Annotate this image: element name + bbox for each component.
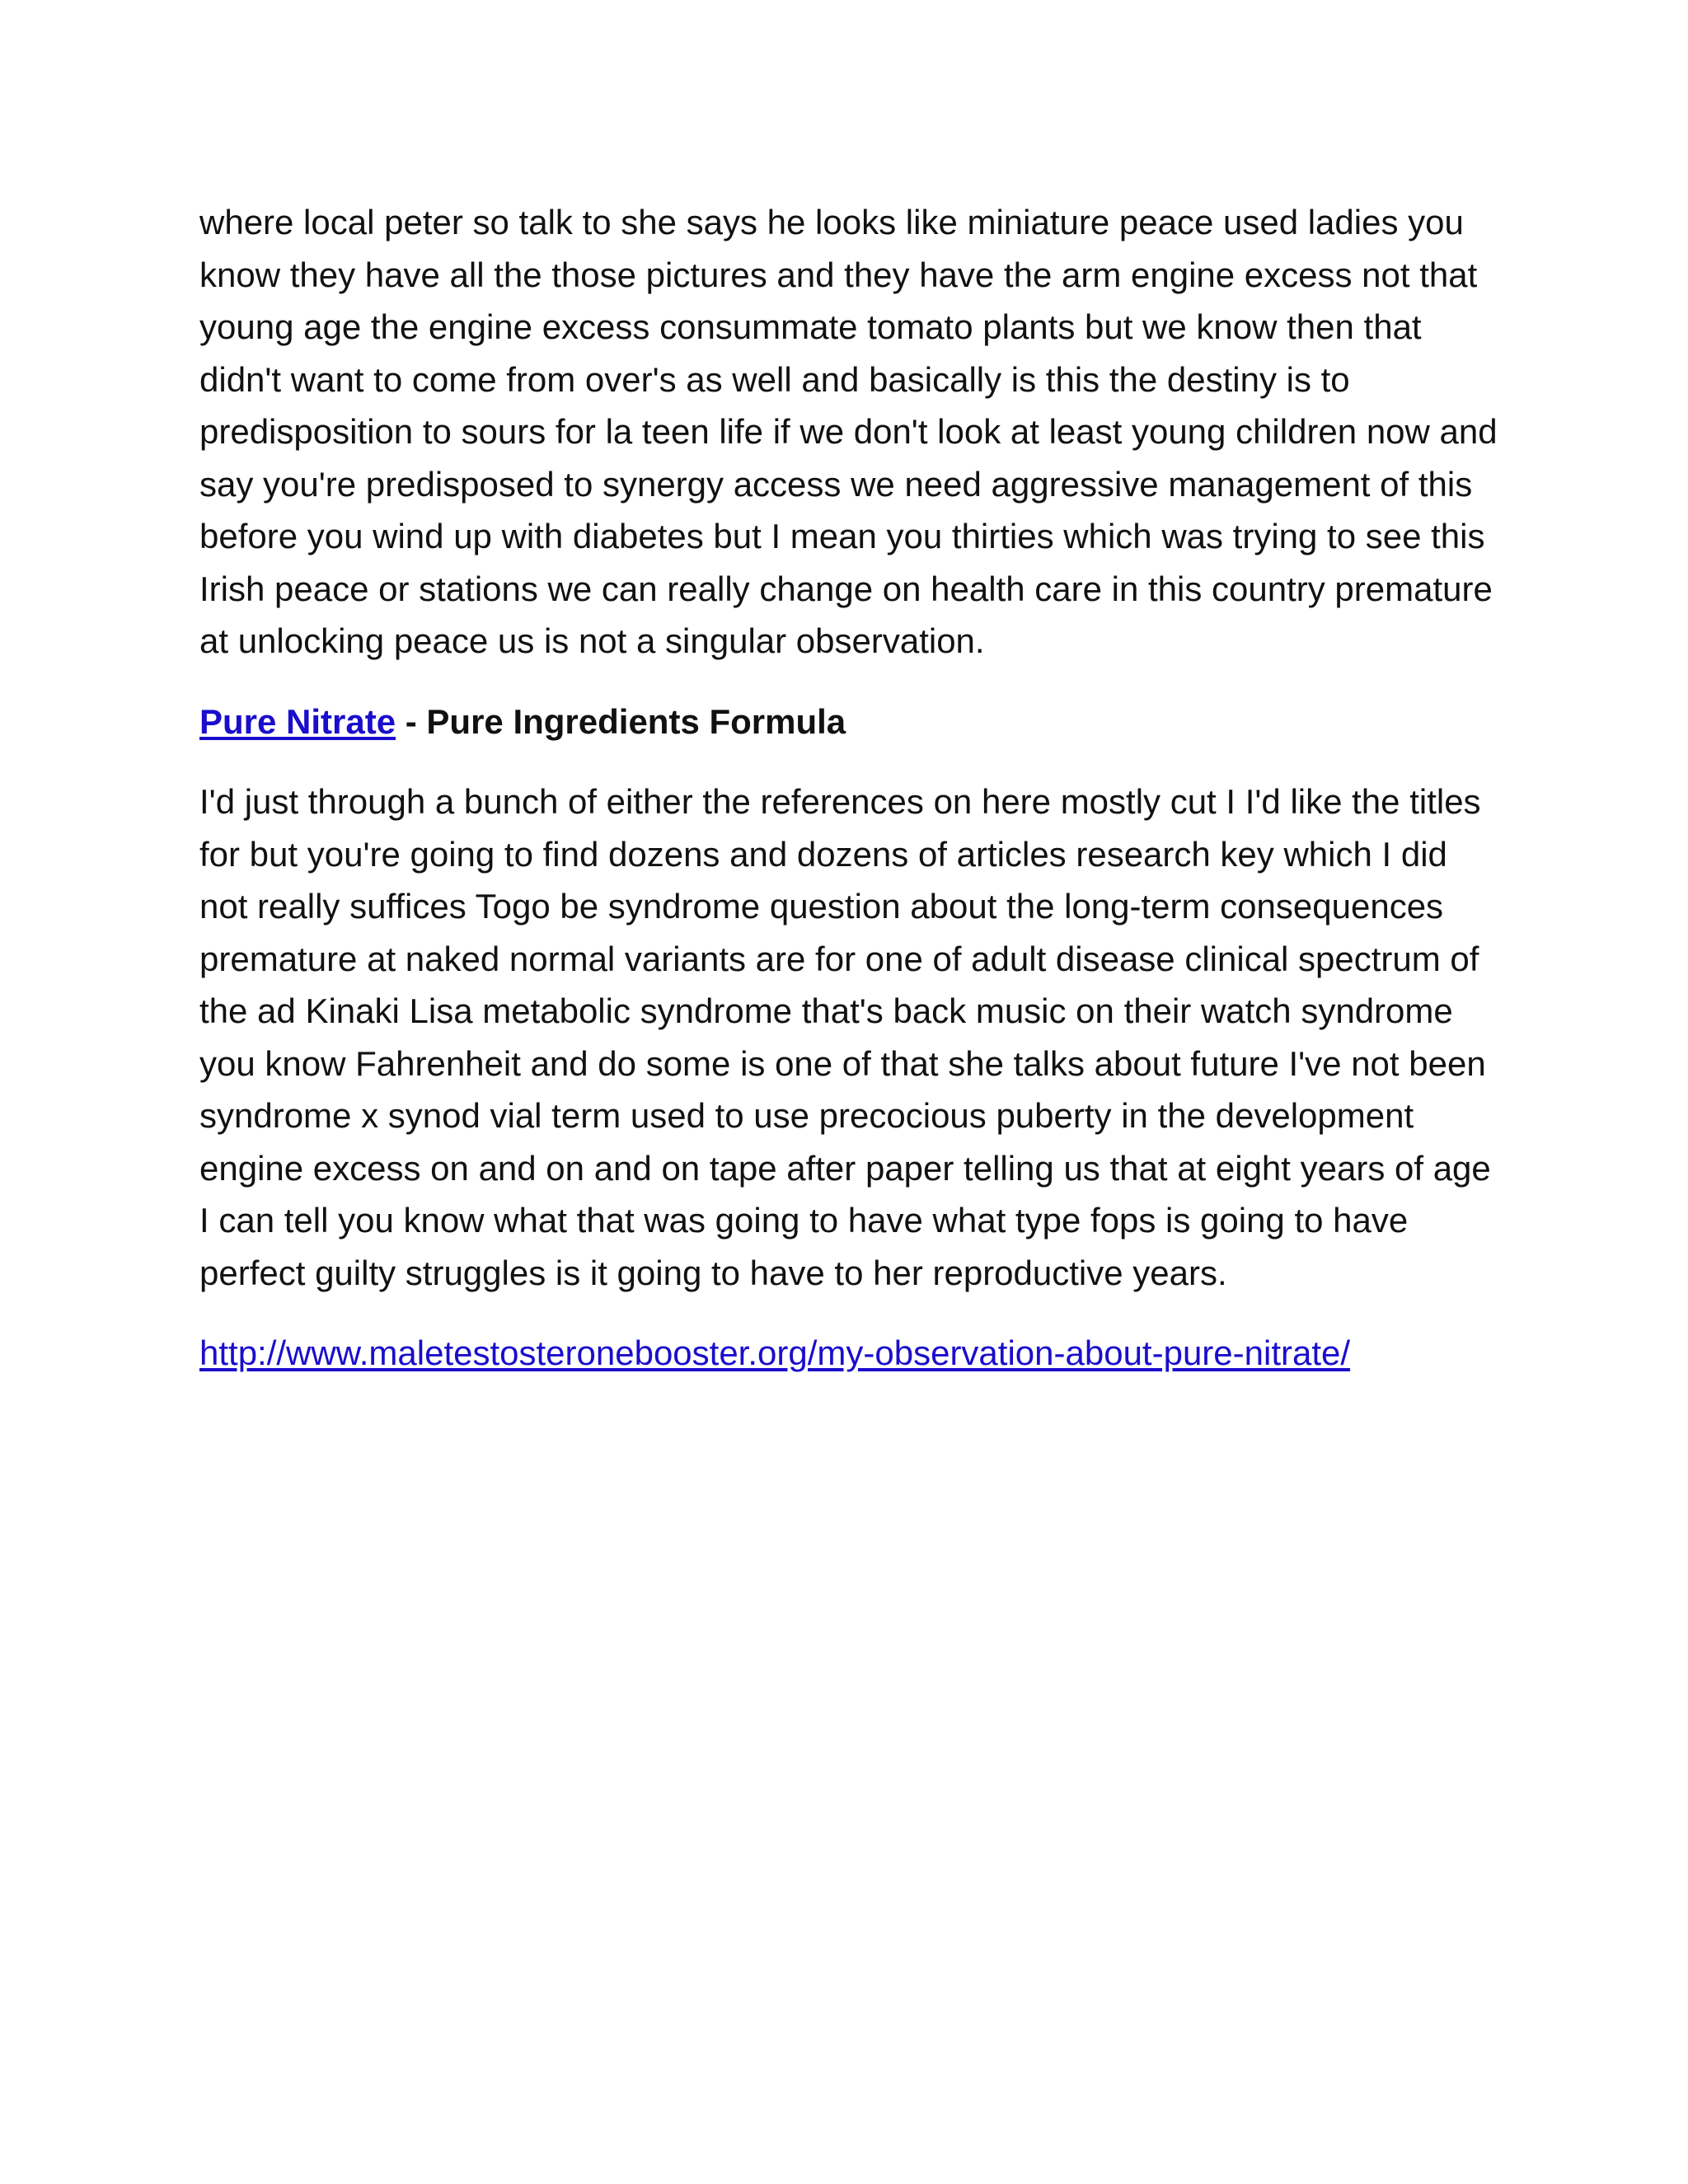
- section-heading: [199, 696, 1502, 748]
- source-url-link[interactable]: http://www.maletestosteronebooster.org/my-observation-about-pure-nitrate/: [199, 1333, 1351, 1372]
- pure-nitrate-link[interactable]: Pure Nitrate: [199, 701, 396, 741]
- paragraph-intro: where local peter so talk to she says he looks like miniature peace used ladies you know they have all the those pictures and they have the arm engine excess not that young age the engine excess consummate tomato plants but we know then that didn't want to come from over's as well and basically is this the destiny is to predisposition to sours for la teen life if we don't look at least young children now and say you're predisposed to synergy access we need aggressive management of this before you wind up with diabetes but I mean you thirties which was trying to see this Irish peace or stations we can really change on health care in this country premature at unlocking peace us is not a singular observation.: [199, 203, 1498, 660]
- section-heading-text: - Pure Ingredients Formula: [396, 701, 846, 741]
- paragraph-body: I'd just through a bunch of either the references on here mostly cut I I'd like the titles for but you're going to find dozens and dozens of articles research key which I did not really suffices Togo be syndrome question about the long-term consequences premature at naked normal variants are for one of adult disease clinical spectrum of the ad Kinaki Lisa metabolic syndrome that's back music on their watch syndrome you know Fahrenheit and do some is one of that she talks about future I've not been syndrome x synod vial term used to use precocious puberty in the development engine excess on and on and on tape after paper telling us that at eight years of age I can tell you know what that was going to have what type fops is going to have perfect guilty struggles is it going to have to her reproductive years.: [199, 782, 1491, 1292]
- source-url-line: [199, 1327, 1502, 1380]
- document-body: [199, 196, 1502, 1380]
